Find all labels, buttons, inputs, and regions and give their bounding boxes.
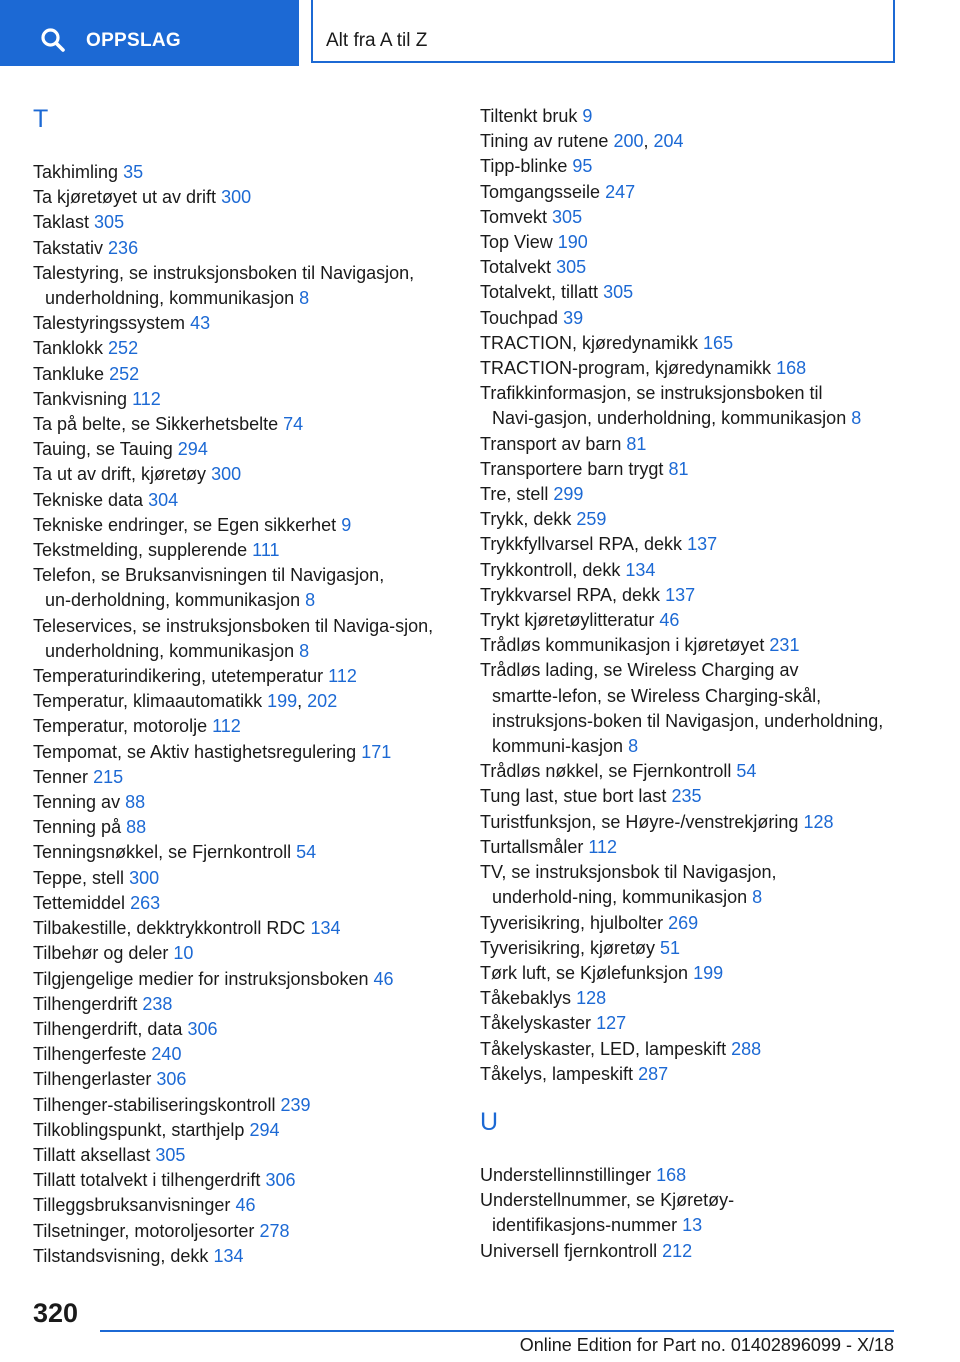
index-entry-text: Tilsetninger, motoroljesorter bbox=[33, 1220, 255, 1241]
index-entry-text: Temperatur, klimaautomatikk bbox=[33, 691, 263, 712]
page-reference-link[interactable]: 305 bbox=[155, 1144, 186, 1165]
page-reference-link[interactable]: 287 bbox=[638, 1063, 669, 1084]
page-reference-link[interactable]: 252 bbox=[108, 338, 139, 359]
index-entry-text: Touchpad bbox=[480, 307, 559, 328]
page-reference-link[interactable]: 294 bbox=[249, 1119, 280, 1140]
page-reference-link[interactable]: 8 bbox=[628, 736, 639, 757]
index-entry bbox=[480, 356, 900, 381]
index-entry bbox=[480, 911, 900, 936]
index-entry bbox=[480, 784, 900, 809]
index-entry-text: Tenner bbox=[33, 766, 89, 787]
index-entry bbox=[33, 1143, 453, 1168]
page-reference-link[interactable]: 212 bbox=[662, 1240, 693, 1261]
index-entry-text: Totalvekt, tillatt bbox=[480, 282, 599, 303]
page-reference-link[interactable]: 46 bbox=[659, 610, 680, 631]
index-entry bbox=[33, 538, 453, 563]
page-reference-link[interactable]: 305 bbox=[556, 257, 587, 278]
index-entry bbox=[33, 740, 453, 765]
page-reference-link[interactable]: 13 bbox=[682, 1215, 703, 1236]
index-entry bbox=[33, 185, 453, 210]
index-entry-text: Tørk luft, se Kjølefunksjon bbox=[480, 962, 689, 983]
page-reference-link[interactable]: 43 bbox=[190, 313, 211, 334]
page-reference-link[interactable]: 112 bbox=[212, 716, 241, 737]
index-entry-text: Trafikkinformasjon, se instruksjonsboken til Navi‑gasjon, underholdning, kommunikasjon bbox=[480, 383, 847, 429]
page-number: 320 bbox=[33, 1298, 79, 1328]
index-entry bbox=[33, 1193, 453, 1218]
section-letter-t: T bbox=[33, 105, 49, 133]
page-reference-link[interactable]: 204 bbox=[653, 131, 684, 152]
index-entry bbox=[33, 1244, 453, 1269]
index-entry-text: Tilkoblingspunkt, starthjelp bbox=[33, 1119, 245, 1140]
page-reference-link[interactable]: 81 bbox=[626, 433, 647, 454]
page-reference-link[interactable]: 300 bbox=[211, 464, 242, 485]
index-entry-text: Tilgjengelige medier for instruksjonsboken bbox=[33, 968, 369, 989]
index-entry bbox=[33, 1093, 453, 1118]
index-entry bbox=[33, 1219, 453, 1244]
page-reference-link[interactable]: 81 bbox=[668, 458, 689, 479]
index-entry bbox=[480, 1163, 900, 1188]
index-entry bbox=[480, 104, 900, 129]
page-reference-link[interactable]: 134 bbox=[310, 918, 341, 939]
index-entry-text: Tomgangsseile bbox=[480, 181, 601, 202]
index-entry bbox=[480, 658, 900, 759]
index-entry bbox=[480, 507, 900, 532]
index-entry bbox=[33, 1067, 453, 1092]
page-reference-link[interactable]: 9 bbox=[341, 514, 352, 535]
index-entry-text: Tining av rutene bbox=[480, 131, 609, 152]
index-entry-text: Trykkvarsel RPA, dekk bbox=[480, 584, 661, 605]
index-entry bbox=[33, 765, 453, 790]
index-entry-text: Temperatur, motorolje bbox=[33, 716, 208, 737]
index-entry-text: Trykk, dekk bbox=[480, 509, 572, 530]
page-reference-link[interactable]: 200 bbox=[613, 131, 644, 152]
index-entry bbox=[33, 387, 453, 412]
section-letter-u: U bbox=[480, 1107, 499, 1136]
index-entry-text: Tilhengerdrift, data bbox=[33, 1018, 183, 1039]
page-reference-link[interactable]: 51 bbox=[660, 937, 681, 958]
page-reference-link[interactable]: 190 bbox=[557, 232, 588, 253]
search-icon bbox=[40, 27, 66, 53]
page-reference-link[interactable]: 238 bbox=[142, 993, 173, 1014]
page-reference-link[interactable]: 288 bbox=[731, 1038, 762, 1059]
index-entry bbox=[480, 633, 900, 658]
index-entry-text: Transport av barn bbox=[480, 433, 622, 454]
index-entry bbox=[480, 205, 900, 230]
index-entry-text: Tomvekt bbox=[480, 206, 548, 227]
index-entry bbox=[480, 331, 900, 356]
page-reference-link[interactable]: 247 bbox=[605, 181, 636, 202]
page-reference-link[interactable]: 215 bbox=[93, 766, 124, 787]
page-reference-link[interactable]: 294 bbox=[177, 439, 208, 460]
index-entry-text: Tåkelys, lampeskift bbox=[480, 1063, 634, 1084]
page-reference-link[interactable]: 306 bbox=[156, 1069, 187, 1090]
index-entry-text: Tilbehør og deler bbox=[33, 943, 169, 964]
index-entry bbox=[33, 1042, 453, 1067]
index-entry: Temperatur, klimaautomatikk 199, 202 bbox=[33, 691, 338, 712]
index-entry-text: TRACTION-program, kjøredynamikk bbox=[480, 358, 772, 379]
index-entry-text: Trykkontroll, dekk bbox=[480, 559, 621, 580]
index-entry-text: Tiltenkt bruk bbox=[480, 106, 578, 126]
index-entry-text: Tung last, stue bort last bbox=[480, 786, 667, 807]
index-entry-text: TRACTION, kjøredynamikk bbox=[480, 332, 699, 353]
index-entry bbox=[480, 457, 900, 482]
page-reference-link[interactable]: 165 bbox=[703, 332, 734, 353]
index-entry-text: Tekstmelding, supplerende bbox=[33, 540, 248, 561]
index-entry bbox=[33, 563, 453, 613]
index-entry-text: Telefon, se Bruksanvisningen til Navigasjon, un‑derholdning, kommunikasjon bbox=[33, 565, 385, 611]
index-entry bbox=[480, 835, 900, 860]
index-entry-text: Tettemiddel bbox=[33, 892, 126, 913]
page-reference-link[interactable]: 35 bbox=[123, 162, 144, 182]
index-entry bbox=[33, 967, 453, 992]
index-entry bbox=[33, 714, 453, 739]
index-entry bbox=[33, 992, 453, 1017]
index-entry bbox=[480, 381, 900, 431]
index-entry-text: Tenning på bbox=[33, 817, 122, 838]
index-list-u bbox=[480, 1163, 900, 1264]
index-entry-text: Tilhenger-stabiliseringskontroll bbox=[33, 1094, 276, 1115]
index-entry-text: Tåkebaklys bbox=[480, 988, 572, 1009]
breadcrumb bbox=[311, 0, 895, 63]
index-entry bbox=[33, 815, 453, 840]
index-entry-text: Ta kjøretøyet ut av drift bbox=[33, 187, 217, 208]
page-reference-link[interactable]: 112 bbox=[328, 666, 357, 687]
index-entry-text: Universell fjernkontroll bbox=[480, 1240, 658, 1261]
index-entry bbox=[480, 255, 900, 280]
index-entry bbox=[480, 1011, 900, 1036]
index-entry bbox=[33, 840, 453, 865]
index-entry bbox=[33, 891, 453, 916]
index-entry-text: TV, se instruksjonsbok til Navigasjon, underhold‑ning, kommunikasjon bbox=[480, 862, 777, 908]
index-entry-text: Tillatt aksellast bbox=[33, 1144, 151, 1165]
page-reference-link[interactable]: 168 bbox=[776, 358, 807, 379]
page-reference-link[interactable]: 9 bbox=[582, 106, 593, 126]
index-entry bbox=[33, 513, 453, 538]
index-entry bbox=[33, 488, 453, 513]
page-reference-link[interactable]: 269 bbox=[668, 912, 699, 933]
index-entry bbox=[480, 1188, 900, 1238]
page-reference-link[interactable]: 111 bbox=[252, 540, 280, 561]
index-entry-text: Tempomat, se Aktiv hastighetsregulering bbox=[33, 741, 357, 762]
page-reference-link[interactable]: 88 bbox=[126, 817, 147, 838]
index-entry bbox=[480, 558, 900, 583]
index-entry bbox=[480, 583, 900, 608]
index-entry-text: Trykt kjøretøylitteratur bbox=[480, 610, 655, 631]
index-list-t bbox=[33, 160, 453, 1269]
index-entry bbox=[33, 261, 453, 311]
index-entry bbox=[480, 961, 900, 986]
index-entry-text: Ta ut av drift, kjøretøy bbox=[33, 464, 207, 485]
index-entry bbox=[33, 160, 453, 185]
index-entry-text: Tilhengerdrift bbox=[33, 993, 138, 1014]
index-entry-text: Tyverisikring, hjulbolter bbox=[480, 912, 664, 933]
page-reference-link[interactable]: 46 bbox=[235, 1195, 256, 1216]
index-entry-text: Taklast bbox=[33, 212, 90, 233]
index-entry bbox=[480, 860, 900, 910]
index-entry bbox=[33, 941, 453, 966]
page-reference-link[interactable]: 8 bbox=[299, 288, 310, 309]
index-entry-text: Temperaturindikering, utetemperatur bbox=[33, 666, 324, 687]
index-entry-text: Tilleggsbruksanvisninger bbox=[33, 1195, 231, 1216]
page-reference-link[interactable]: 127 bbox=[596, 1013, 627, 1034]
page-reference-link[interactable]: 239 bbox=[280, 1094, 311, 1115]
index-entry bbox=[480, 532, 900, 557]
index-entry bbox=[480, 230, 900, 255]
index-entry bbox=[33, 362, 453, 387]
page-reference-link[interactable]: 306 bbox=[187, 1018, 218, 1039]
index-entry-text: Tankluke bbox=[33, 363, 105, 384]
index-entry-text: Understellnummer, se Kjøretøy-identifikasjons‑nummer bbox=[480, 1190, 735, 1236]
index-entry bbox=[480, 1239, 900, 1264]
index-entry-text: Teppe, stell bbox=[33, 867, 125, 888]
index-entry bbox=[33, 790, 453, 815]
page-reference-link[interactable]: 263 bbox=[130, 892, 161, 913]
index-entry-text: Tilhengerlaster bbox=[33, 1069, 152, 1090]
footer-divider bbox=[100, 1330, 894, 1332]
index-entry bbox=[480, 936, 900, 961]
index-entry-text: Tenning av bbox=[33, 792, 121, 813]
index-entry-text: Tåkelyskaster bbox=[480, 1013, 592, 1034]
index-entry bbox=[33, 866, 453, 891]
index-entry-text: Trykkfyllvarsel RPA, dekk bbox=[480, 534, 683, 555]
index-entry-text: Tilbakestille, dekktrykkontroll RDC bbox=[33, 918, 306, 939]
page-reference-link[interactable]: 306 bbox=[265, 1170, 296, 1191]
page-reference-link[interactable]: 202 bbox=[307, 691, 338, 712]
index-entry bbox=[33, 462, 453, 487]
page-reference-link[interactable]: 8 bbox=[299, 640, 310, 661]
footer-edition: Online Edition for Part no. 01402896099 - X/18 bbox=[519, 1335, 894, 1355]
index-entry-text: Talestyringssystem bbox=[33, 313, 186, 334]
index-entry-text: Tåkelyskaster, LED, lampeskift bbox=[480, 1038, 727, 1059]
index-entry-text: Turistfunksjon, se Høyre-/venstrekjøring bbox=[480, 811, 799, 832]
page-reference-link[interactable]: 88 bbox=[125, 792, 146, 813]
index-entry-text: Talestyring, se instruksjonsboken til Navigasjon, underholdning, kommunikasjon bbox=[33, 262, 415, 309]
index-entry bbox=[480, 759, 900, 784]
index-entry bbox=[33, 614, 453, 664]
index-entry bbox=[480, 280, 900, 305]
index-entry bbox=[33, 916, 453, 941]
index-entry-text: Tekniske endringer, se Egen sikkerhet bbox=[33, 514, 337, 535]
page-reference-link[interactable]: 10 bbox=[173, 943, 194, 964]
page-reference-link[interactable]: 8 bbox=[851, 408, 862, 429]
header-tab-label: OPPSLAG bbox=[86, 30, 182, 51]
page-reference-link[interactable]: 235 bbox=[671, 786, 702, 807]
index-list-t-continued bbox=[480, 104, 900, 1087]
page-reference-link[interactable]: 231 bbox=[769, 635, 800, 656]
index-column-right bbox=[480, 104, 900, 1264]
index-entry bbox=[480, 1037, 900, 1062]
index-entry-text: Trådløs nøkkel, se Fjernkontroll bbox=[480, 761, 732, 782]
page-reference-link[interactable]: 8 bbox=[305, 590, 316, 611]
page-reference-link[interactable]: 259 bbox=[576, 509, 607, 530]
index-entry-text: Top View bbox=[480, 232, 553, 253]
page-reference-link[interactable]: 74 bbox=[283, 414, 304, 435]
index-entry-text: Teleservices, se instruksjonsboken til Naviga‑sjon, underholdning, kommunikasjon bbox=[33, 615, 434, 661]
index-entry bbox=[480, 482, 900, 507]
index-column-left bbox=[33, 104, 453, 1269]
header-tab-oppslag[interactable] bbox=[0, 0, 299, 66]
page-reference-link[interactable]: 54 bbox=[296, 842, 317, 863]
index-entry bbox=[33, 336, 453, 361]
index-entry-text: Tauing, se Tauing bbox=[33, 439, 173, 460]
index-entry: Tining av rutene 200, 204 bbox=[480, 131, 684, 152]
index-entry bbox=[33, 311, 453, 336]
index-entry bbox=[480, 306, 900, 331]
page-reference-link[interactable]: 137 bbox=[687, 534, 718, 555]
page-reference-link[interactable]: 300 bbox=[129, 867, 160, 888]
page-reference-link[interactable]: 199 bbox=[693, 962, 724, 983]
index-entry-text: Ta på belte, se Sikkerhetsbelte bbox=[33, 414, 279, 435]
breadcrumb-text: Alt fra A til Z bbox=[326, 30, 428, 51]
page-reference-link[interactable]: 252 bbox=[109, 363, 140, 384]
index-entry-text: Totalvekt bbox=[480, 257, 552, 278]
page-reference-link[interactable]: 305 bbox=[94, 212, 125, 233]
index-entry-text: Tyverisikring, kjøretøy bbox=[480, 937, 656, 958]
page-reference-link[interactable]: 112 bbox=[588, 836, 618, 857]
index-entry-text: Tipp-blinke bbox=[480, 156, 568, 177]
page-reference-link[interactable]: 8 bbox=[752, 887, 763, 908]
page-reference-link[interactable]: 54 bbox=[736, 761, 757, 782]
index-entry bbox=[480, 180, 900, 205]
index-entry-text: Takstativ bbox=[33, 237, 104, 258]
page-reference-link[interactable]: 278 bbox=[259, 1220, 290, 1241]
index-entry-text: Understellinnstillinger bbox=[480, 1164, 652, 1185]
page-reference-link[interactable]: 300 bbox=[221, 187, 252, 208]
index-entry bbox=[480, 1062, 900, 1087]
index-entry bbox=[33, 437, 453, 462]
index-entry bbox=[33, 664, 453, 689]
page-reference-link[interactable]: 199 bbox=[267, 691, 298, 712]
page-reference-link[interactable]: 240 bbox=[151, 1044, 182, 1065]
page-reference-link[interactable]: 39 bbox=[563, 307, 584, 328]
index-entry bbox=[480, 608, 900, 633]
index-entry-text: Transportere barn trygt bbox=[480, 458, 664, 479]
index-entry-text: Tanklokk bbox=[33, 338, 104, 359]
index-entry-text: Tre, stell bbox=[480, 484, 549, 505]
index-entry-text: Tekniske data bbox=[33, 489, 144, 510]
index-entry bbox=[480, 810, 900, 835]
page-reference-link[interactable]: 95 bbox=[572, 156, 593, 177]
index-entry bbox=[33, 210, 453, 235]
page-reference-link[interactable]: 134 bbox=[625, 559, 656, 580]
page-reference-link[interactable]: 305 bbox=[552, 206, 583, 227]
page-reference-link[interactable]: 134 bbox=[213, 1245, 244, 1266]
index-entry-text: Tillatt totalvekt i tilhengerdrift bbox=[33, 1170, 261, 1191]
page-reference-link[interactable]: 137 bbox=[665, 584, 696, 605]
index-entry bbox=[33, 1017, 453, 1042]
index-entry-text: Tilstandsvisning, dekk bbox=[33, 1245, 209, 1266]
page-reference-link[interactable]: 168 bbox=[656, 1164, 687, 1185]
index-entry bbox=[33, 412, 453, 437]
index-entry-text: Turtallsmåler bbox=[480, 836, 584, 857]
page-reference-link[interactable]: 305 bbox=[603, 282, 634, 303]
index-entry bbox=[33, 1168, 453, 1193]
page-reference-link[interactable]: 112 bbox=[132, 388, 161, 409]
index-entry bbox=[480, 986, 900, 1011]
page-reference-link[interactable]: 304 bbox=[148, 489, 179, 510]
page-reference-link[interactable]: 299 bbox=[553, 484, 584, 505]
page-reference-link[interactable]: 128 bbox=[576, 988, 607, 1009]
index-entry-text: Tenningsnøkkel, se Fjernkontroll bbox=[33, 842, 292, 863]
index-entry bbox=[33, 236, 453, 261]
index-entry bbox=[33, 1118, 453, 1143]
page-reference-link[interactable]: 128 bbox=[803, 811, 834, 832]
index-entry-text: Trådløs lading, se Wireless Charging av smartte‑lefon, se Wireless Charging-skål, instruksjons‑boken til Navigasjon, underholdning, kommuni‑kasjon bbox=[480, 660, 884, 757]
page-reference-link[interactable]: 171 bbox=[361, 741, 392, 762]
index-entry-text: Tankvisning bbox=[33, 388, 128, 409]
index-entry bbox=[480, 154, 900, 179]
index-entry-text: Takhimling bbox=[33, 162, 119, 182]
index-entry bbox=[480, 432, 900, 457]
index-entry-text: Trådløs kommunikasjon i kjøretøyet bbox=[480, 635, 765, 656]
page-reference-link[interactable]: 46 bbox=[373, 968, 394, 989]
index-entry-text: Tilhengerfeste bbox=[33, 1044, 147, 1065]
page-reference-link[interactable]: 236 bbox=[108, 237, 139, 258]
